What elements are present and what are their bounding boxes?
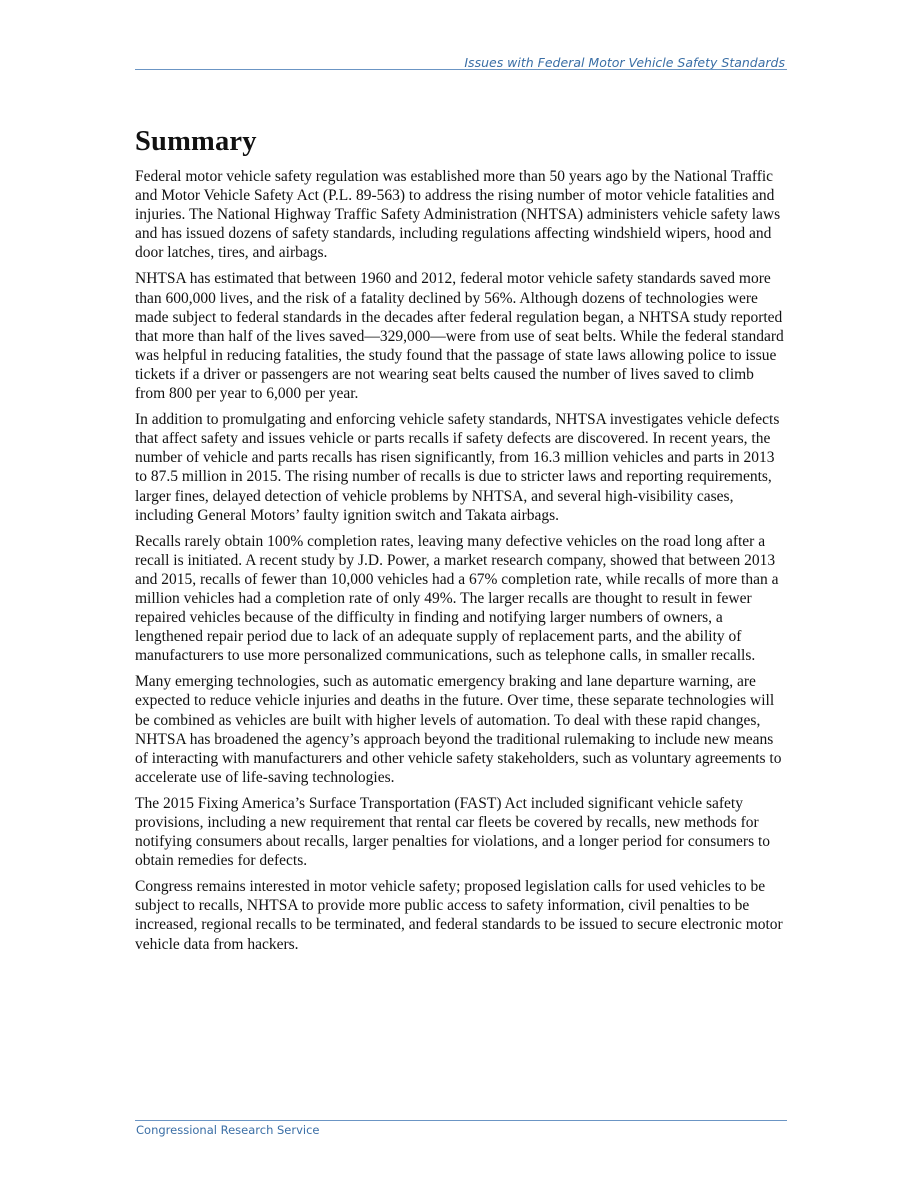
paragraph: The 2015 Fixing America’s Surface Transportation (FAST) Act included significant vehicle safety provisions, including a new requirement that rental car fleets be covered by recalls, new methods for notifying consumers about recalls, larger penalties for violations, and a longer period for consumers to obtain remedies for defects. — [135, 794, 771, 870]
footer-source: Congressional Research Service — [136, 1123, 320, 1137]
section-heading: Summary — [135, 126, 257, 157]
running-header: Issues with Federal Motor Vehicle Safety Standards — [464, 55, 785, 70]
paragraph: NHTSA has estimated that between 1960 and 2012, federal motor vehicle safety standards saved more than 600,000 lives, and the risk of a fatality declined by 56%. Although dozens of technologies were made subject to federal standards in the decades after federal regulation began, a NHTSA study reported that more than half of the lives saved—329,000—were from use of seat belts. While the federal standard was helpful in reducing fatalities, the study found that the passage of state laws allowing police to issue tickets if a driver or passengers are not wearing seat belts caused the number of lives saved to climb from 800 per year to 6,000 per year. — [135, 270, 784, 403]
footer-divider — [135, 1120, 787, 1121]
header-divider — [135, 69, 787, 70]
paragraph: Recalls rarely obtain 100% completion rates, leaving many defective vehicles on the road long after a recall is initiated. A recent study by J.D. Power, a market research company, showed that between 2013 and 2015, recalls of fewer than 10,000 vehicles had a 67% completion rate, while recalls of more than a million vehicles had a completion rate of only 49%. The larger recalls are thought to result in fewer repaired vehicles because of the difficulty in finding and notifying larger numbers of owners, a lengthened repair period due to lack of an adequate supply of replacement parts, and the ability of manufacturers to use more personalized communications, such as telephone calls, in smaller recalls. — [135, 532, 779, 665]
paragraph: Federal motor vehicle safety regulation was established more than 50 years ago by the National Traffic and Motor Vehicle Safety Act (P.L. 89-563) to address the rising number of motor vehicle fatalities and injuries. The National Highway Traffic Safety Administration (NHTSA) administers vehicle safety laws and has issued dozens of safety standards, including regulations affecting windshield wipers, hood and door latches, tires, and airbags. — [135, 168, 781, 262]
paragraph: Congress remains interested in motor vehicle safety; proposed legislation calls for used vehicles to be subject to recalls, NHTSA to provide more public access to safety information, civil penalties to be increased, regional recalls to be terminated, and federal standards to be issued to secure electronic motor vehicle data from hackers. — [135, 878, 783, 953]
paragraph: In addition to promulgating and enforcing vehicle safety standards, NHTSA investigates vehicle defects that affect safety and issues vehicle or parts recalls if safety defects are discovered. In recent years, the number of vehicle and parts recalls has risen significantly, from 16.3 million vehicles and parts in 2013 to 87.5 million in 2015. The rising number of recalls is due to stricter laws and reporting requirements, larger fines, delayed detection of vehicle problems by NHTSA, and several high-visibility cases, including General Motors’ faulty ignition switch and Takata airbags. — [135, 411, 780, 524]
paragraph: Many emerging technologies, such as automatic emergency braking and lane departure warning, are expected to reduce vehicle injuries and deaths in the future. Over time, these separate technologies will be combined as vehicles are built with higher levels of automation. To deal with these rapid changes, NHTSA has broadened the agency’s approach beyond the traditional rulemaking to include new means of interacting with manufacturers and other vehicle safety stakeholders, such as voluntary agreements to accelerate use of life-saving technologies. — [135, 673, 782, 786]
document-body — [135, 124, 787, 961]
